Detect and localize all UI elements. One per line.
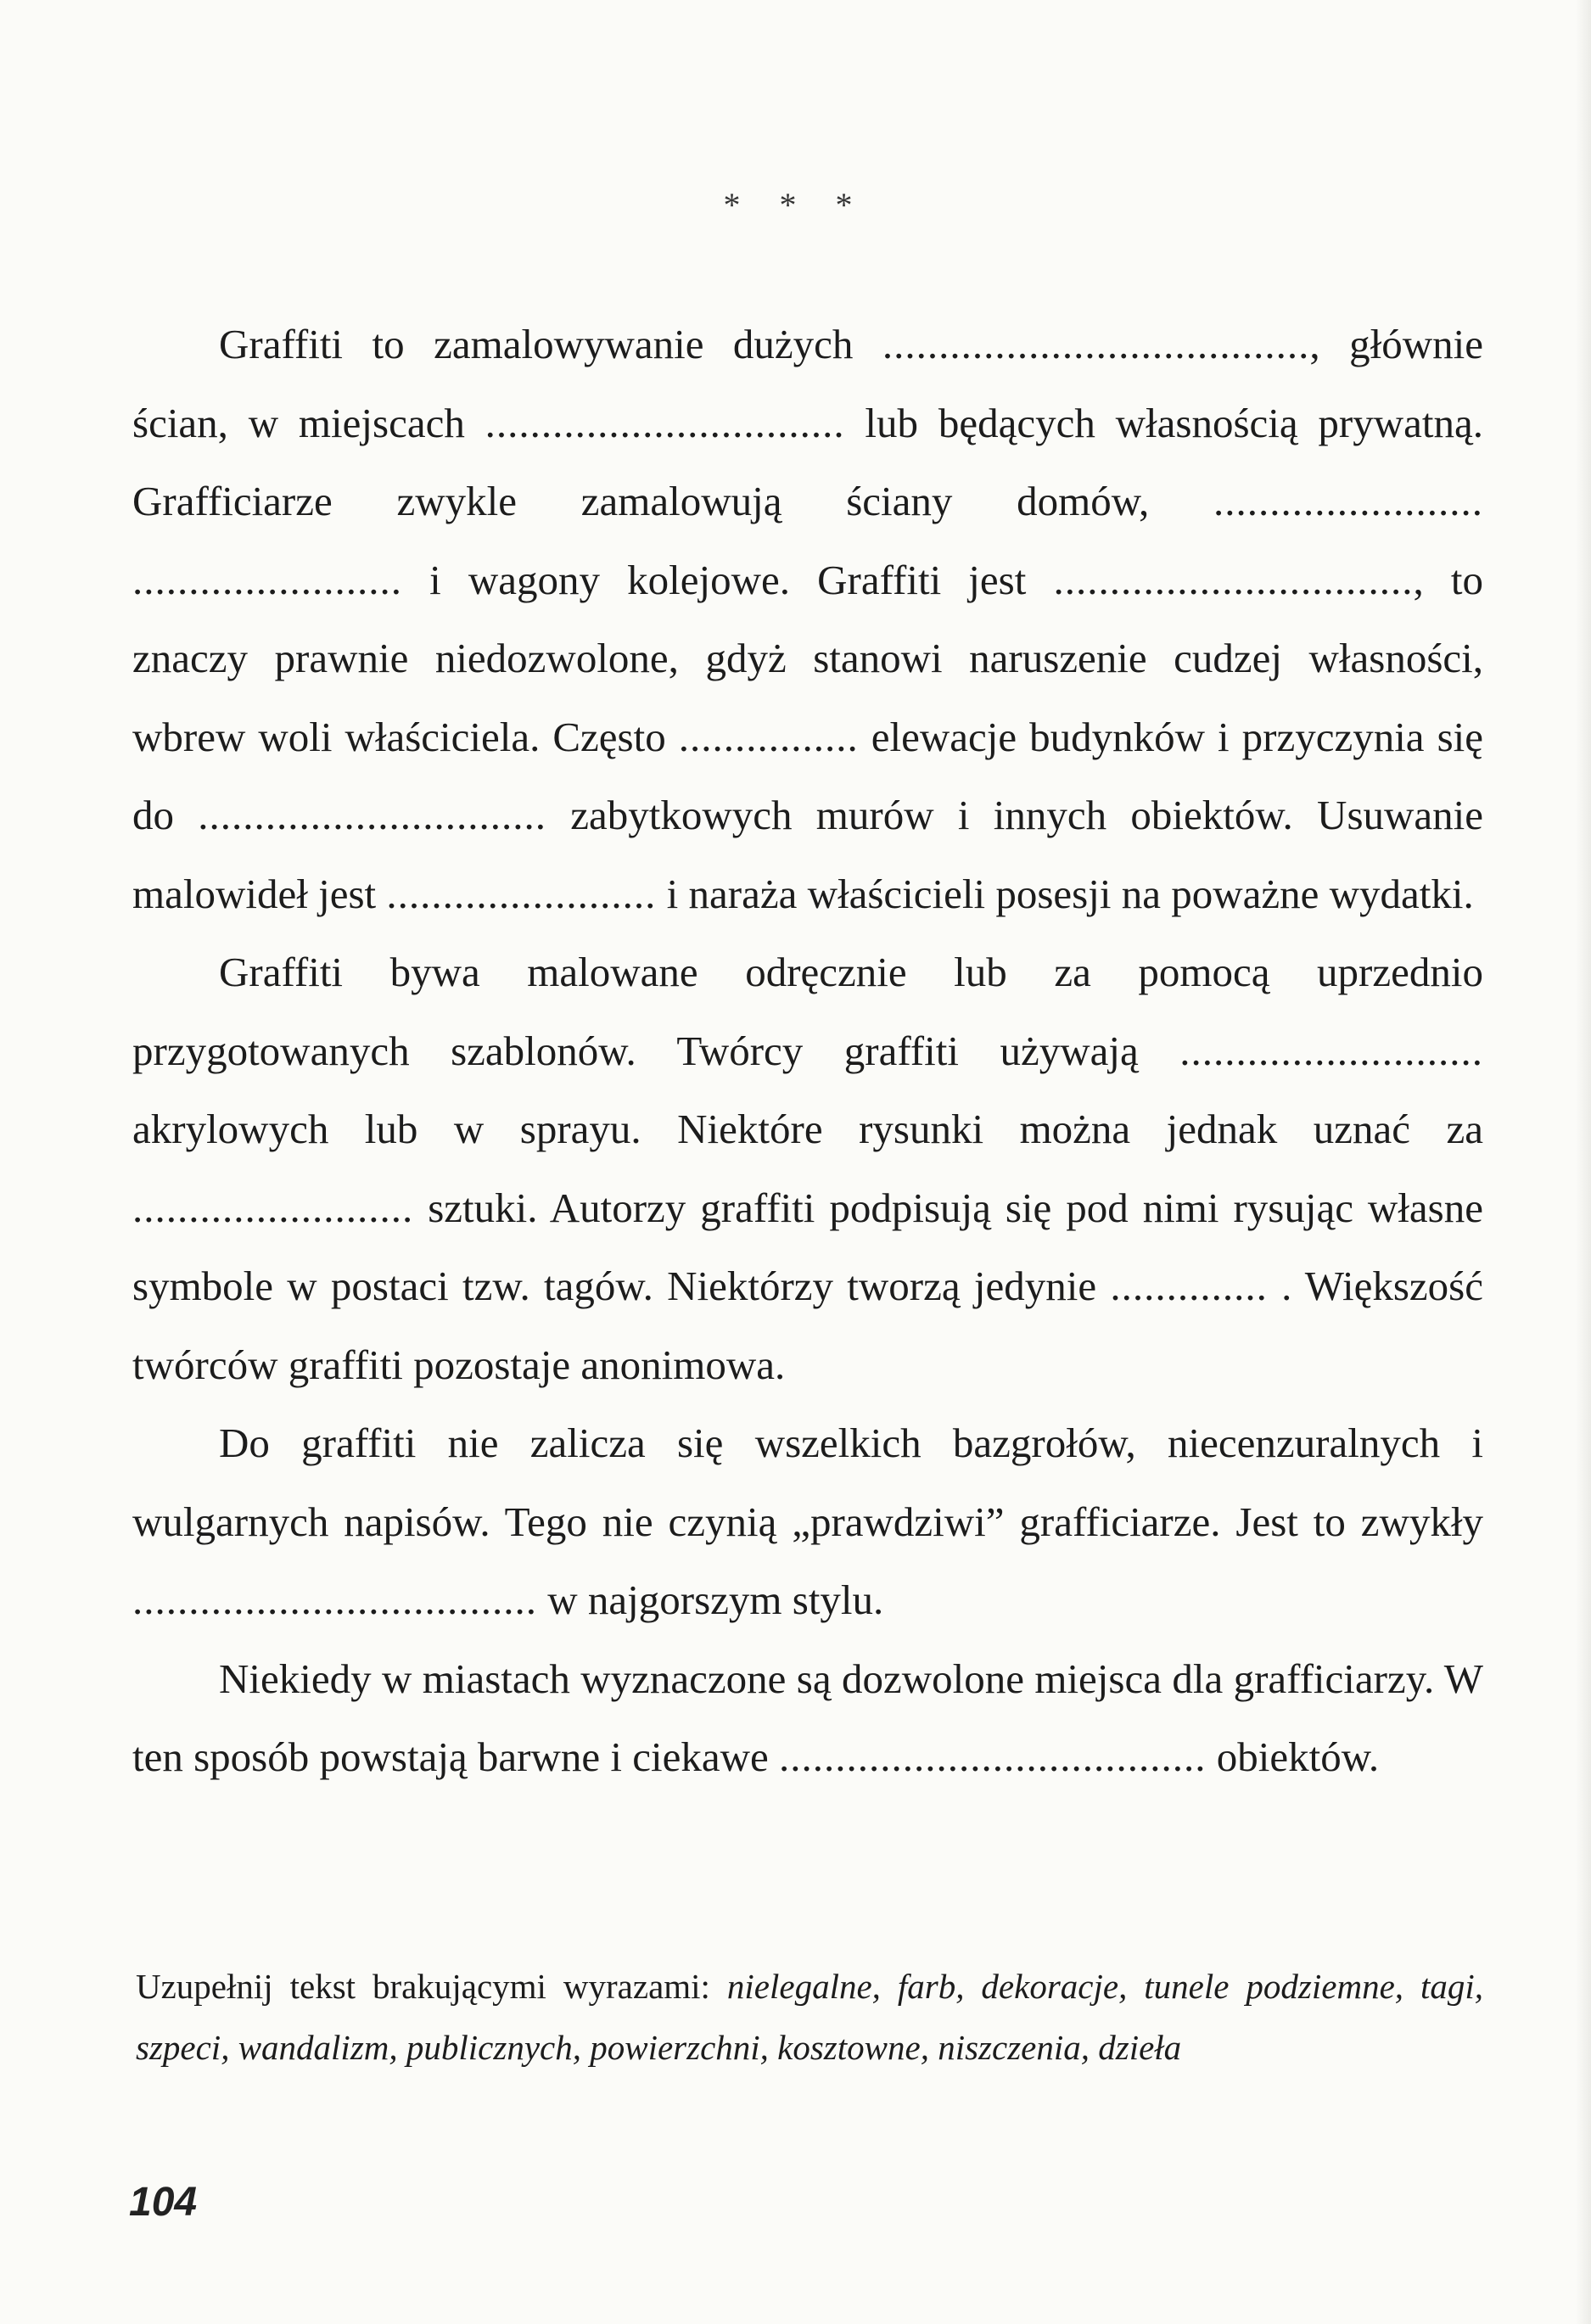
- blank-9[interactable]: .........................: [132, 1184, 414, 1231]
- blank-10[interactable]: ..............: [1110, 1263, 1268, 1309]
- text-segment: Graffiti bywa malowane odręcznie lub za pomocą uprzednio przygotowanych szablonów. Twórcy graffiti używają: [132, 949, 1483, 1074]
- instruction-label: Uzupełnij tekst brakującymi wyrazami:: [136, 1967, 727, 2006]
- page-number: 104: [129, 2180, 198, 2225]
- text-segment: obiektów.: [1206, 1733, 1380, 1780]
- text-segment: Niekiedy w miastach wyznaczone są dozwolone miejsca dla grafficiarzy. W ten sposób powstają barwne i ciekawe: [132, 1655, 1483, 1780]
- blank-2[interactable]: ................................: [485, 399, 845, 446]
- blank-5[interactable]: ................: [678, 713, 859, 760]
- text-segment: , głównie ścian, w miejscach: [132, 321, 1483, 446]
- instruction-text: [136, 1956, 1483, 2078]
- paragraph-4: [132, 1640, 1483, 1797]
- blank-3[interactable]: ........................ ........................: [132, 478, 1483, 603]
- section-separator: * * *: [723, 186, 868, 224]
- text-segment: sztuki. Autorzy graffiti podpisują się pod nimi rysując własne symbole w postaci tzw. tagów. Niektórzy tworzą jedynie: [132, 1184, 1483, 1309]
- blank-8[interactable]: ...........................: [1179, 1027, 1483, 1074]
- text-segment: Graffiti to zamalowywanie dużych: [219, 321, 882, 367]
- text-segment: elewacje budynków i przyczynia się do: [132, 713, 1483, 838]
- blank-6[interactable]: ...............................: [198, 792, 547, 838]
- text-segment: w najgorszym stylu.: [537, 1576, 884, 1623]
- paragraph-3: [132, 1404, 1483, 1640]
- blank-11[interactable]: ....................................: [132, 1576, 537, 1623]
- word-bank: nielegalne, farb, dekoracje, tunele podziemne, tagi, szpeci, wandalizm, publicznych, powierzchni, kosztowne, niszczenia, dzieła: [136, 1967, 1484, 2067]
- page-edge-shadow: [1576, 0, 1591, 2324]
- blank-12[interactable]: ......................................: [779, 1733, 1207, 1780]
- paragraph-1: [132, 305, 1483, 933]
- text-segment: Do graffiti nie zalicza się wszelkich bazgrołów, niecenzuralnych i wulgarnych napisów. Tego nie czynią „prawdziwi” grafficiarze. Jest to zwykły: [132, 1420, 1483, 1545]
- blank-1[interactable]: ......................................: [882, 321, 1310, 367]
- text-segment: lub będących własnością prywatną. Grafficiarze zwykle zamalowują ściany domów,: [132, 399, 1483, 524]
- blank-4[interactable]: ................................: [1053, 556, 1414, 603]
- text-segment: zabytkowych murów i innych obiektów. Usuwanie malowideł jest: [132, 792, 1484, 917]
- text-segment: akrylowych lub w sprayu. Niektóre rysunki można jednak uznać za: [132, 1106, 1483, 1152]
- text-segment: i wagony kolejowe. Graffiti jest: [402, 556, 1054, 603]
- text-segment: i naraża właścicieli posesji na poważne wydatki.: [656, 870, 1474, 917]
- blank-7[interactable]: ........................: [386, 870, 657, 917]
- paragraph-2: [132, 933, 1483, 1404]
- text-segment: . Większość twórców graffiti pozostaje anonimowa.: [132, 1263, 1483, 1388]
- exercise-text: [132, 305, 1483, 1797]
- text-segment: , to znaczy prawnie niedozwolone, gdyż stanowi naruszenie cudzej własności, wbrew woli właściciela. Często: [132, 556, 1483, 760]
